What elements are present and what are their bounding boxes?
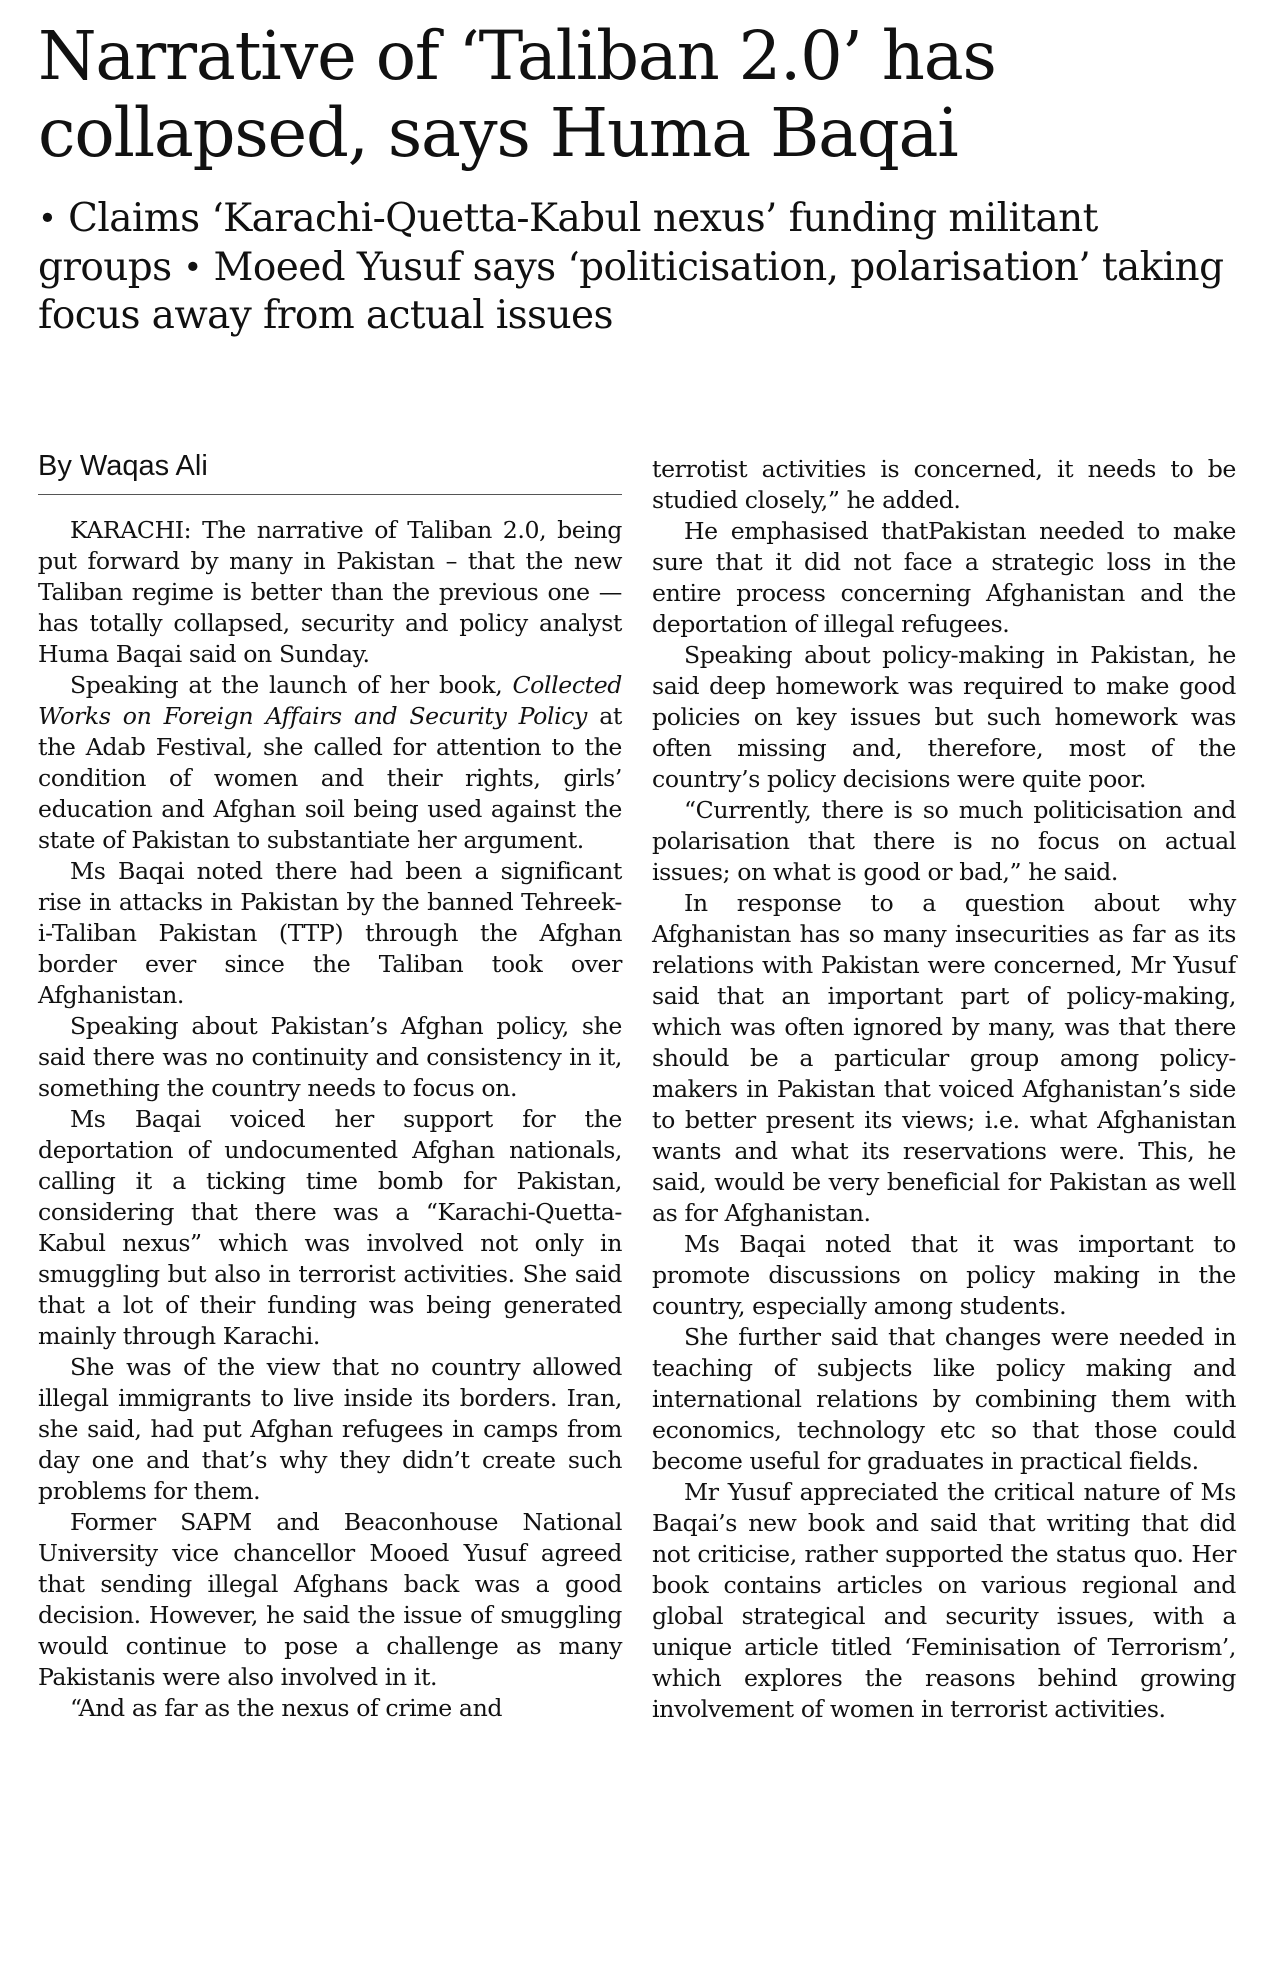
paragraph: “And as far as the nexus of crime and — [70, 1694, 503, 1722]
paragraph: She further said that changes were needed in teaching of subjects like policy making and international relations by combining them with economics, technology etc so that those could become useful for graduates in practical fields. — [652, 1323, 1236, 1475]
subheadings — [38, 194, 1235, 340]
headline: Narrative of ‘Taliban 2.0’ has collapsed, says Huma Baqai — [38, 17, 996, 172]
paragraph: He emphasised thatPakistan needed to make sure that it did not face a strategic loss in the entire process concerning Afghanistan and the deportation of illegal refugees. — [652, 517, 1236, 638]
paragraph — [38, 670, 622, 856]
byline: By Waqas Ali — [38, 448, 622, 495]
bullet: • — [183, 248, 202, 286]
paragraph: Speaking about Pakistan’s Afghan policy, she said there was no continuity and consistency in it, something the country needs to focus on. — [38, 1012, 622, 1102]
paragraph: Mr Yusuf appreciated the critical nature of Ms Baqai’s new book and said that writing that did not criticise, rather supported the status quo. Her book contains articles on various regional and global strategical and security issues, with a unique article titled ‘Feminisation of Terrorism’, which explores the reasons behind growing involvement of women in terrorist activities. — [652, 1478, 1236, 1723]
news-clipping — [38, 17, 1236, 1723]
subhead-1: Claims ‘Karachi-Quetta-Kabul nexus’ funding militant groups — [38, 196, 1098, 290]
paragraph: Former SAPM and Beaconhouse National University vice chancellor Mooed Yusuf agreed that sending illegal Afghans back was a good decision. However, he said the issue of smuggling would continue to pose a challenge as many Pakistanis were also involved in it. — [38, 1508, 622, 1691]
paragraph: terrotist activities is concerned, it needs to be studied closely,” he added. — [652, 455, 1236, 514]
subhead-2: Moeed Yusuf says ‘politicisation, polarisation’ taking focus away from actual issues — [38, 245, 1224, 338]
paragraph: She was of the view that no country allowed illegal immigrants to live inside its borders. Iran, she said, had put Afghan refugees in camps from day one and that’s why they didn’t create such problems for them. — [38, 1353, 622, 1505]
paragraph-text: Speaking at the launch of her book, — [70, 671, 513, 699]
paragraph: In response to a question about why Afghanistan has so many insecurities as far as its relations with Pakistan were concerned, Mr Yusuf said that an important part of policy-making, which was often ignored by many, was that there should be a particular group among policy-makers in Pakistan that voiced Afghanistan’s side to better present its views; i.e. what Afghanistan wants and what its reservations were. This, he said, would be very beneficial for Pakistan as well as for Afghanistan. — [652, 889, 1236, 1227]
paragraph: “Currently, there is so much politicisation and polarisation that there is no focus on actual issues; on what is good or bad,” he said. — [652, 796, 1236, 886]
paragraph: Speaking about policy-making in Pakistan, he said deep homework was required to make good policies on key issues but such homework was often missing and, therefore, most of the country’s policy decisions were quite poor. — [652, 641, 1236, 793]
bullet: • — [38, 199, 57, 237]
paragraph: Ms Baqai noted there had been a significant rise in attacks in Pakistan by the banned Tehreek-i-Taliban Pakistan (TTP) through the Afghan border ever since the Taliban took over Afghanistan. — [38, 857, 622, 1009]
column-right — [652, 454, 1236, 1725]
paragraph: KARACHI: The narrative of Taliban 2.0, being put forward by many in Pakistan – that the new Taliban regime is better than the previous one — has totally collapsed, security and policy analyst Huma Baqai said on Sunday. — [38, 516, 622, 668]
paragraph: Ms Baqai noted that it was important to promote discussions on policy making in the country, especially among students. — [652, 1230, 1236, 1320]
book-title: Collected Works on Foreign Affairs and Security Policy — [38, 671, 622, 730]
column-left — [38, 428, 622, 1724]
paragraph: Ms Baqai voiced her support for the deportation of undocumented Afghan nationals, calling it a ticking time bomb for Pakistan, considering that there was a “Karachi-Quetta-Kabul nexus” which was involved not only in smuggling but also in terrorist activities. She said that a lot of their funding was being generated mainly through Karachi. — [38, 1105, 622, 1350]
paragraph-text: at the Adab Festival, she called for attention to the condition of women and their rights, girls’ education and Afghan soil being used against the state of Pakistan to substantiate her argument. — [38, 702, 622, 854]
